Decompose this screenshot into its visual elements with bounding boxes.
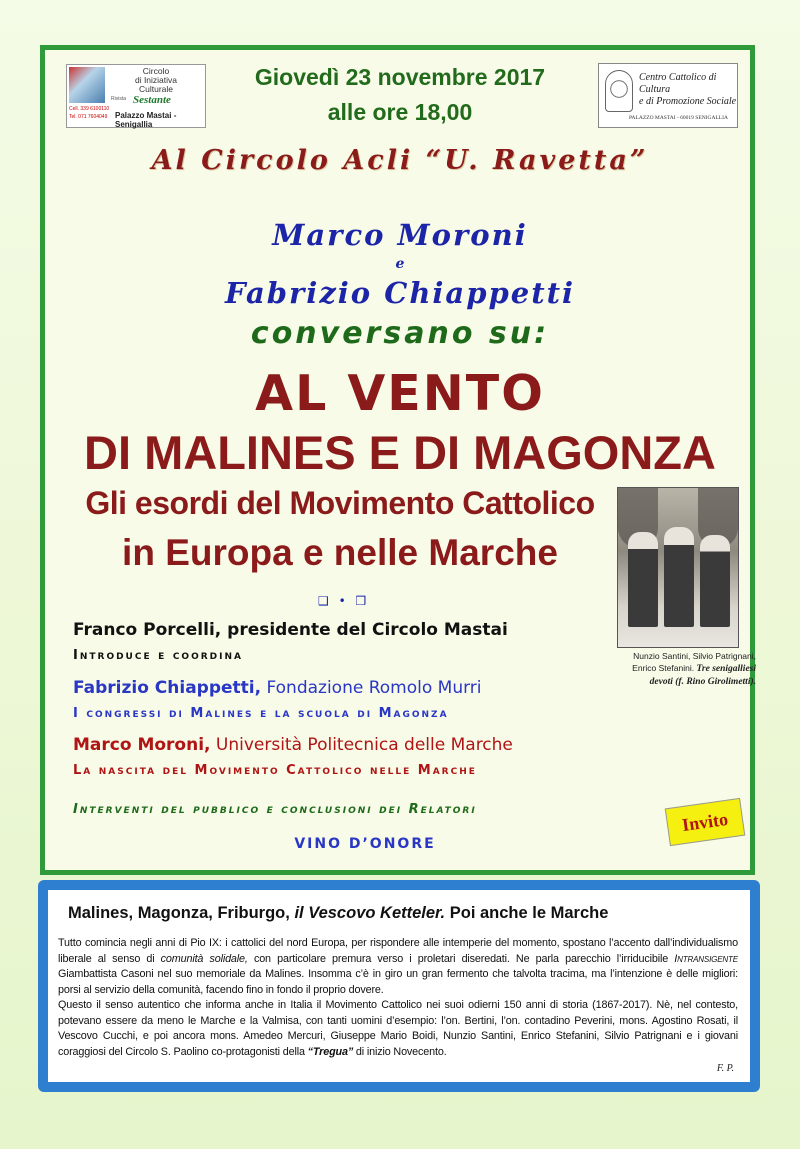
info-panel-body bbox=[48, 890, 750, 1082]
chiappetti-affiliation: Fondazione Romolo Murri bbox=[261, 678, 482, 698]
palazzo-image bbox=[69, 67, 105, 103]
logo-contacts bbox=[69, 105, 109, 121]
invito-badge: Invito bbox=[665, 798, 746, 846]
speaker-moroni bbox=[73, 735, 513, 755]
panel-title-a: Malines, Magonza, Friburgo, bbox=[68, 904, 295, 922]
speaker-chiappetti bbox=[73, 678, 482, 698]
panel-p1-caps: Intransigente bbox=[674, 952, 738, 965]
circolo-sestante-logo bbox=[66, 64, 206, 128]
info-panel bbox=[38, 880, 760, 1092]
moderator-name: Franco Porcelli, presidente del Circolo Mastai bbox=[73, 620, 508, 640]
seal-icon bbox=[605, 70, 633, 112]
subtitle-line2: in Europa e nelle Marche bbox=[122, 532, 558, 573]
logo-brand: Sestante bbox=[133, 94, 171, 106]
panel-p1: Tutto comincia negli anni di Pio IX: i cattolici del nord Europa, per rispondere alle intemperie del momento, spostano l’accento dall’individualismo liberale al senso di bbox=[58, 937, 738, 965]
moroni-topic: La nascita del Movimento Cattolico nelle Marche bbox=[73, 763, 477, 778]
info-panel-text bbox=[58, 936, 738, 1060]
logo-line: Culturale bbox=[138, 84, 174, 94]
photo-caption bbox=[608, 650, 756, 688]
info-panel-title bbox=[68, 904, 608, 923]
logo-place: Palazzo Mastai - Senigallia bbox=[115, 111, 177, 129]
main-title-line2: DI MALINES E DI MAGONZA bbox=[84, 426, 716, 479]
logo-tel: Tel. 071 7604049 bbox=[69, 114, 108, 120]
photo-figure bbox=[664, 527, 694, 627]
caption-italic: Tre senigalliesi devoti (f. Rino Girolimetti). bbox=[649, 664, 756, 687]
event-date: Giovedì 23 novembre 2017 bbox=[254, 64, 546, 90]
logo-right-line1: Centro Cattolico di Cultura bbox=[639, 72, 717, 95]
interventi-line: Interventi del pubblico e conclusioni dei Relatori bbox=[73, 802, 477, 817]
logo-right-line2: e di Promozione Sociale bbox=[639, 96, 737, 107]
chiappetti-name: Fabrizio Chiappetti, bbox=[73, 678, 262, 698]
moroni-affiliation: Università Politecnica delle Marche bbox=[210, 735, 513, 755]
moroni-name: Marco Moroni, bbox=[73, 735, 211, 755]
logo-left-text bbox=[111, 67, 201, 94]
speaker-conjunction: e bbox=[395, 256, 405, 272]
panel-title-c: Poi anche le Marche bbox=[445, 904, 609, 922]
chiappetti-topic: I congressi di Malines e la scuola di Magonza bbox=[73, 706, 449, 721]
panel-p2: Questo il senso autentico che informa anche in Italia il Movimento Cattolico nei suoi odierni 150 anni di storia (1867-2017). Nè, nel contesto, potevano essere da meno le Marche e la Valmisa, con tanti uomini d’esempio: l’on. Bertini, l’on. contadino Peverini, mons. Agostino Rosati, il Vescovo Cucchi, e poi ancora mons. Amedeo Mercuri, Giuseppe Mario Boidi, Nunzio Santini, Enrico Stefanini, Silvio Patrignani e i giovani coraggiosi del Circolo S. Paolino co-protagonisti della bbox=[58, 999, 738, 1058]
speaker-first: Marco Moroni bbox=[272, 218, 528, 252]
ornament-divider: ❑ • ❒ bbox=[318, 594, 370, 608]
logo-line: Circolo bbox=[142, 66, 170, 76]
panel-p2-end: di inizio Novecento. bbox=[353, 1045, 447, 1058]
conversano-heading: conversano su: bbox=[250, 316, 550, 351]
panel-p1b: con particolare premura verso i proletari diseredati. Ne parla parecchio l’irriducibile bbox=[247, 952, 675, 965]
main-title-line1: AL VENTO bbox=[255, 365, 545, 422]
event-venue: Al Circolo Acli “U. Ravetta” bbox=[151, 145, 649, 176]
historic-photo bbox=[617, 487, 739, 648]
speaker-second: Fabrizio Chiappetti bbox=[224, 276, 576, 310]
caption-names: Nunzio Santini, Silvio Patrignani, Enrico Stefanini. bbox=[632, 651, 756, 673]
vino-d-onore: VINO D’ONORE bbox=[294, 836, 436, 852]
moderator-role: Introduce e coordina bbox=[73, 648, 243, 663]
panel-p2-bold: “Tregua” bbox=[307, 1045, 354, 1058]
panel-p1c: Giambattista Casoni nel suo memoriale da Malines. Insomma c’è in giro un gran fermento che talvolta tracima, ma l’intenzione è delle migliori: porsi al servizio della comunità, facendo fino in fondo il proprio dovere. bbox=[58, 968, 738, 996]
logo-cell: Cell. 339 6100110 bbox=[69, 106, 110, 112]
panel-signature: F. P. bbox=[716, 1063, 734, 1074]
logo-line: di Iniziativa bbox=[134, 75, 178, 85]
photo-figure bbox=[700, 535, 730, 627]
event-time: alle ore 18,00 bbox=[327, 99, 473, 125]
photo-figure bbox=[628, 532, 658, 627]
event-datetime bbox=[200, 60, 600, 130]
logo-right-text bbox=[639, 72, 737, 108]
logo-right-address: PALAZZO MASTAI - 60019 SENIGALLIA bbox=[629, 115, 728, 121]
panel-title-b: il Vescovo Ketteler. bbox=[294, 904, 446, 922]
centro-cattolico-logo bbox=[598, 63, 738, 128]
logo-brand-small: Rivista bbox=[111, 96, 127, 102]
panel-p1-italic: comunità solidale, bbox=[160, 952, 248, 965]
subtitle-line1: Gli esordi del Movimento Cattolico bbox=[85, 485, 595, 521]
